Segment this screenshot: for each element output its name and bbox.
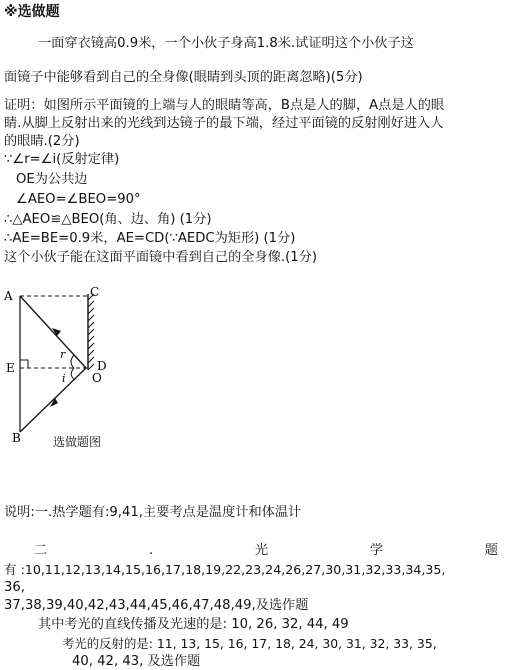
question-line-2: 面镜子中能够看到自己的全身像(眼睛到头顶的距离忽略)(5分) <box>4 70 363 85</box>
label-e: E <box>6 361 15 375</box>
proof-line-1: 证明：如图所示平面镜的上端与人的眼睛等高，B点是人的脚，A点是人的眼 <box>4 98 445 113</box>
proof-line-3: 的眼睛.(2分) <box>4 134 80 149</box>
label-d: D <box>97 359 107 373</box>
summary-line-6: 其中考光的直线传播及光速的是: 10, 26, 32, 44, 49 <box>38 617 349 632</box>
proof-line-4: ∵∠r=∠i(反射定律) <box>4 152 120 167</box>
proof-line-5: OE为公共边 <box>16 172 88 187</box>
spread-part: 学 <box>369 543 384 558</box>
proof-line-6: ∠AEO=∠BEO=90° <box>16 192 141 207</box>
summary-section-2-heading <box>4 543 498 559</box>
label-o: O <box>92 371 102 385</box>
summary-line-5: 37,38,39,40,42,43,44,45,46,47,48,49,及选作题 <box>4 598 309 613</box>
summary-line-4: 36, <box>4 580 25 595</box>
label-b: B <box>12 431 21 445</box>
summary-line-3: 有 :10,11,12,13,14,15,16,17,18,19,22,23,24,26,27,30,31,32,33,34,35, <box>4 562 446 577</box>
summary-line-1: 说明:一.热学题有:9,41,主要考点是温度计和体温计 <box>4 505 302 520</box>
proof-line-9: 这个小伙子能在这面平面镜中看到自己的全身像.(1分) <box>4 250 317 265</box>
question-line-1: 一面穿衣镜高0.9米，一个小伙子身高1.8米.试证明这个小伙子这 <box>38 36 414 51</box>
summary-line-7: 考光的反射的是: 11, 13, 15, 16, 17, 18, 24, 30, 31, 32, 33, 35, <box>62 636 437 651</box>
summary-line-8: 40, 42, 43, 及选作题 <box>72 654 201 669</box>
mirror-diagram <box>0 282 140 452</box>
spread-part: 题 <box>484 543 498 558</box>
figure-caption: 选做题图 <box>53 435 102 449</box>
proof-line-8: ∴AE=BE=0.9米，AE=CD(∵AEDC为矩形) (1分) <box>4 231 296 246</box>
label-c: C <box>90 285 100 299</box>
proof-line-7: ∴△AEO≌△BEO(角、边、角) (1分) <box>4 212 212 227</box>
label-a: A <box>4 289 13 303</box>
spread-part: 二 <box>34 543 48 558</box>
proof-line-2: 睛.从脚上反射出来的光线到达镜子的最下端，经过平面镜的反射刚好进入人 <box>4 116 444 131</box>
label-i: i <box>62 372 66 385</box>
label-r: r <box>60 348 66 361</box>
spread-part: . <box>148 543 154 558</box>
section-title: ※选做题 <box>4 4 60 20</box>
spread-part: 光 <box>254 543 269 558</box>
